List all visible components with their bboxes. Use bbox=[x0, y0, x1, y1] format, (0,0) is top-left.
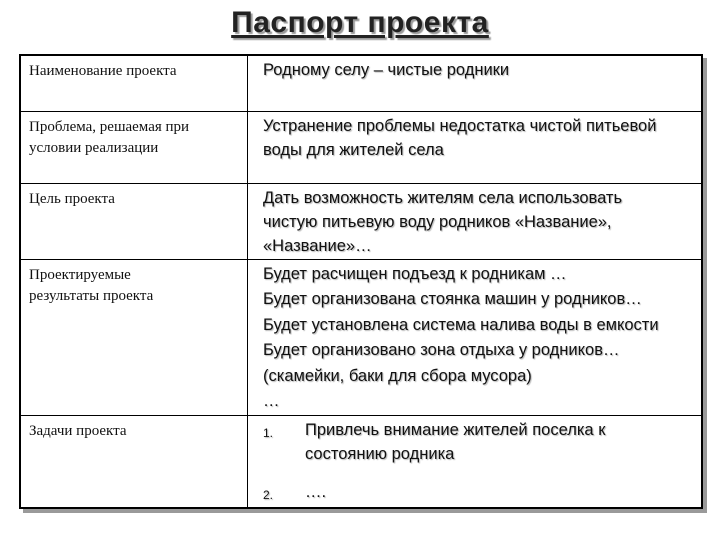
value-cell bbox=[248, 259, 703, 415]
label-project-name: Наименование проекта bbox=[29, 63, 177, 79]
value-cell bbox=[248, 55, 703, 111]
label-problem-line-1: Проблема, решаемая при bbox=[29, 118, 190, 135]
task-number: 1. bbox=[263, 425, 274, 440]
list-item bbox=[263, 480, 695, 507]
value-result-6: … bbox=[263, 392, 280, 410]
value-goal-line-2: чистую питьевую воду родников «Название», bbox=[263, 212, 612, 231]
task-text-line-1: Привлечь внимание жителей поселка к bbox=[305, 420, 606, 439]
label-results-line-1: Проектируемые bbox=[29, 266, 131, 283]
value-problem-line-2: воды для жителей села bbox=[263, 140, 444, 159]
value-result-3: Будет установлена система налива воды в емкости bbox=[263, 315, 659, 334]
table-row-problem bbox=[20, 111, 702, 183]
table-row-project-name bbox=[20, 55, 702, 111]
project-passport-table bbox=[19, 54, 703, 509]
label-tasks: Задачи проекта bbox=[29, 422, 127, 439]
value-problem-line-1: Устранение проблемы недостатка чистой питьевой bbox=[263, 116, 657, 135]
value-result-5: (скамейки, баки для сбора мусора) bbox=[263, 366, 532, 385]
label-cell bbox=[20, 415, 248, 508]
value-result-2: Будет организована стоянка машин у родников… bbox=[263, 290, 642, 308]
label-problem-line-2: условии реализации bbox=[29, 139, 159, 156]
value-result-1: Будет расчищен подъезд к родникам … bbox=[263, 264, 567, 283]
value-cell bbox=[248, 415, 703, 508]
value-goal-line-1: Дать возможность жителям села использовать bbox=[263, 188, 623, 207]
task-text-line-2: состоянию родника bbox=[305, 444, 455, 463]
value-cell bbox=[248, 183, 703, 259]
page-title: Паспорт проекта bbox=[231, 6, 489, 39]
table-row-goal bbox=[20, 183, 702, 259]
list-item bbox=[263, 418, 695, 466]
label-cell bbox=[20, 111, 248, 183]
value-result-4: Будет организовано зона отдыха у родников… bbox=[263, 341, 620, 359]
label-cell bbox=[20, 55, 248, 111]
value-project-name: Родному селу – чистые родники bbox=[263, 61, 510, 79]
label-results-line-2: результаты проекта bbox=[29, 287, 154, 304]
value-goal-line-3: «Название»… bbox=[263, 236, 372, 255]
table-row-tasks bbox=[20, 415, 702, 508]
label-goal: Цель проекта bbox=[29, 190, 115, 207]
task-text-line-1: …. bbox=[305, 482, 327, 501]
label-cell bbox=[20, 259, 248, 415]
table-row-results bbox=[20, 259, 702, 415]
task-number: 2. bbox=[263, 487, 274, 502]
label-cell bbox=[20, 183, 248, 259]
value-cell bbox=[248, 111, 703, 183]
